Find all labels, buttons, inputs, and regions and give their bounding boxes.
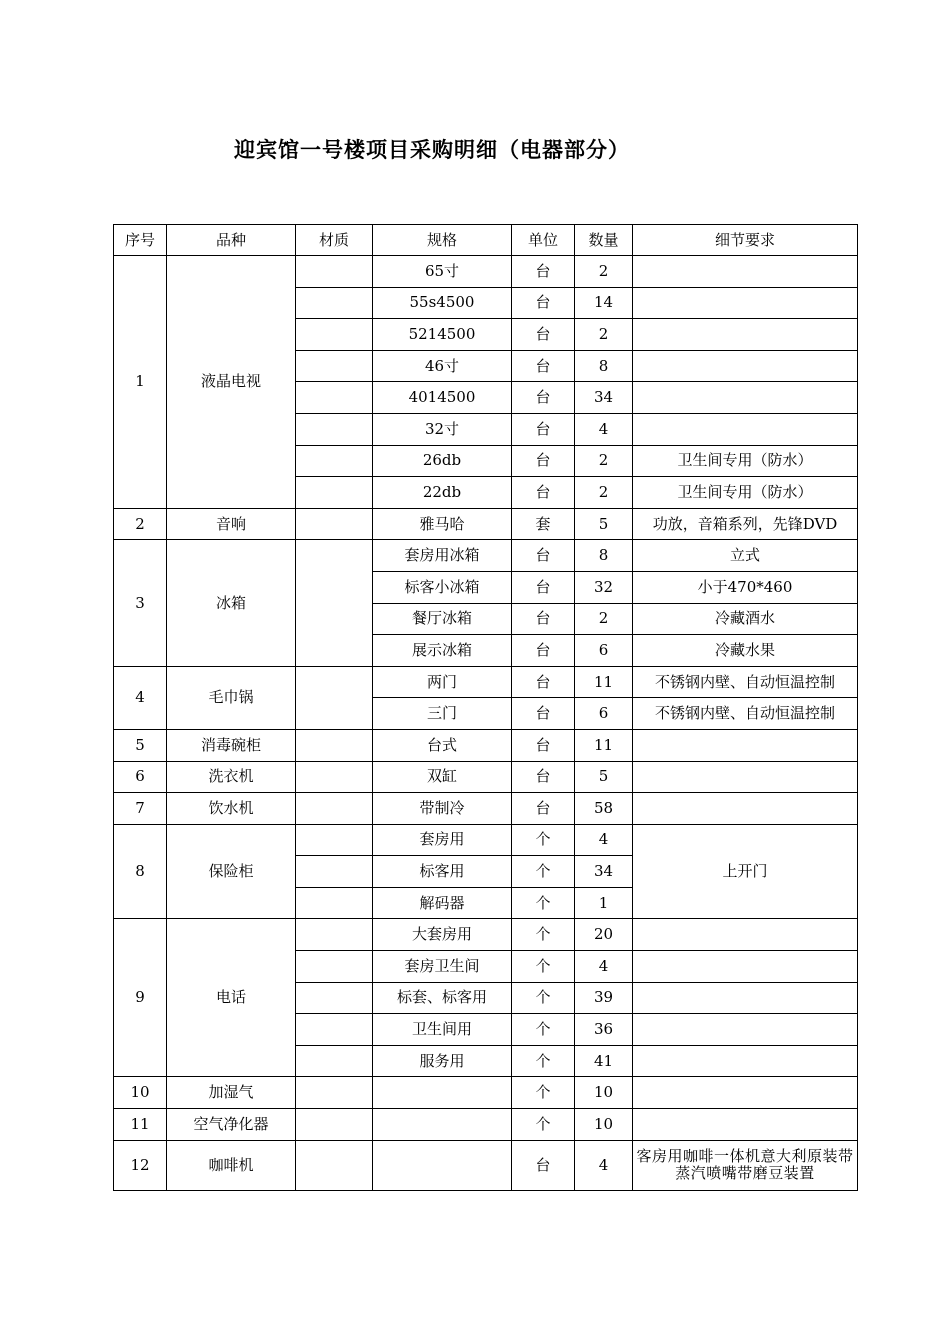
cell-spec: 三门 (373, 698, 512, 730)
cell-detail (633, 982, 858, 1014)
cell-qty: 1 (575, 887, 633, 919)
cell-kind: 毛巾锅 (167, 666, 296, 729)
cell-detail: 上开门 (633, 824, 858, 919)
cell-unit: 台 (512, 413, 575, 445)
cell-qty: 2 (575, 319, 633, 351)
cell-unit: 个 (512, 919, 575, 951)
cell-detail: 卫生间专用（防水） (633, 477, 858, 509)
cell-spec (373, 1140, 512, 1190)
table-row (114, 1077, 858, 1109)
procurement-table (113, 224, 858, 1191)
cell-material (296, 1077, 373, 1109)
cell-qty: 11 (575, 729, 633, 761)
cell-qty: 8 (575, 540, 633, 572)
cell-detail: 功放，音箱系列，先锋DVD (633, 508, 858, 540)
cell-seq: 1 (114, 256, 167, 509)
cell-spec (373, 1109, 512, 1141)
cell-spec: 标客小冰箱 (373, 571, 512, 603)
cell-qty: 10 (575, 1077, 633, 1109)
header-detail: 细节要求 (633, 225, 858, 256)
page-title: 迎宾馆一号楼项目采购明细（电器部分） (234, 138, 630, 162)
cell-detail (633, 350, 858, 382)
cell-detail: 冷藏水果 (633, 635, 858, 667)
cell-qty: 34 (575, 856, 633, 888)
cell-qty: 5 (575, 761, 633, 793)
cell-spec: 65寸 (373, 256, 512, 288)
cell-unit: 台 (512, 761, 575, 793)
cell-seq: 7 (114, 793, 167, 825)
table-row (114, 793, 858, 825)
cell-material (296, 824, 373, 856)
cell-detail (633, 1109, 858, 1141)
header-kind: 品种 (167, 225, 296, 256)
cell-kind: 咖啡机 (167, 1140, 296, 1190)
cell-spec: 22db (373, 477, 512, 509)
cell-seq: 3 (114, 540, 167, 666)
cell-detail: 客房用咖啡一体机意大利原装带蒸汽喷嘴带磨豆装置 (633, 1140, 858, 1190)
cell-spec: 带制冷 (373, 793, 512, 825)
cell-qty: 6 (575, 635, 633, 667)
cell-spec: 套房用冰箱 (373, 540, 512, 572)
cell-unit: 台 (512, 793, 575, 825)
cell-spec: 5214500 (373, 319, 512, 351)
cell-unit: 套 (512, 508, 575, 540)
cell-qty: 2 (575, 603, 633, 635)
cell-material (296, 477, 373, 509)
cell-material (296, 1109, 373, 1141)
cell-qty: 14 (575, 287, 633, 319)
cell-spec: 套房用 (373, 824, 512, 856)
cell-kind: 音响 (167, 508, 296, 540)
header-material: 材质 (296, 225, 373, 256)
cell-unit: 台 (512, 287, 575, 319)
cell-detail (633, 729, 858, 761)
cell-qty: 2 (575, 477, 633, 509)
cell-unit: 台 (512, 729, 575, 761)
cell-detail: 不锈钢内壁、自动恒温控制 (633, 666, 858, 698)
cell-unit: 台 (512, 382, 575, 414)
cell-spec: 套房卫生间 (373, 951, 512, 983)
cell-spec: 55s4500 (373, 287, 512, 319)
cell-unit: 个 (512, 1045, 575, 1077)
cell-detail (633, 951, 858, 983)
table-row (114, 729, 858, 761)
cell-qty: 39 (575, 982, 633, 1014)
cell-unit: 台 (512, 256, 575, 288)
cell-spec: 大套房用 (373, 919, 512, 951)
cell-spec: 两门 (373, 666, 512, 698)
cell-unit: 台 (512, 350, 575, 382)
cell-material (296, 1014, 373, 1046)
cell-qty: 11 (575, 666, 633, 698)
cell-qty: 20 (575, 919, 633, 951)
cell-unit: 个 (512, 856, 575, 888)
cell-spec: 展示冰箱 (373, 635, 512, 667)
cell-seq: 12 (114, 1140, 167, 1190)
cell-qty: 6 (575, 698, 633, 730)
cell-material (296, 761, 373, 793)
cell-detail (633, 919, 858, 951)
cell-material (296, 919, 373, 951)
header-qty: 数量 (575, 225, 633, 256)
cell-material (296, 666, 373, 729)
cell-detail (633, 287, 858, 319)
table-row (114, 508, 858, 540)
cell-unit: 个 (512, 887, 575, 919)
cell-kind: 保险柜 (167, 824, 296, 919)
cell-detail (633, 793, 858, 825)
cell-seq: 11 (114, 1109, 167, 1141)
cell-kind: 空气净化器 (167, 1109, 296, 1141)
cell-detail (633, 319, 858, 351)
table-header-row (114, 225, 858, 256)
cell-unit: 个 (512, 824, 575, 856)
cell-material (296, 540, 373, 666)
cell-unit: 个 (512, 1109, 575, 1141)
cell-spec: 双缸 (373, 761, 512, 793)
cell-spec: 32寸 (373, 413, 512, 445)
cell-spec: 26db (373, 445, 512, 477)
cell-seq: 4 (114, 666, 167, 729)
cell-kind: 洗衣机 (167, 761, 296, 793)
header-unit: 单位 (512, 225, 575, 256)
cell-material (296, 856, 373, 888)
cell-material (296, 951, 373, 983)
cell-unit: 台 (512, 540, 575, 572)
cell-spec: 餐厅冰箱 (373, 603, 512, 635)
cell-kind: 电话 (167, 919, 296, 1077)
cell-material (296, 256, 373, 288)
cell-detail: 冷藏酒水 (633, 603, 858, 635)
cell-seq: 10 (114, 1077, 167, 1109)
cell-material (296, 729, 373, 761)
cell-qty: 34 (575, 382, 633, 414)
table-row (114, 666, 858, 698)
cell-material (296, 287, 373, 319)
cell-qty: 32 (575, 571, 633, 603)
cell-qty: 2 (575, 445, 633, 477)
cell-qty: 4 (575, 413, 633, 445)
cell-spec: 解码器 (373, 887, 512, 919)
cell-seq: 9 (114, 919, 167, 1077)
cell-unit: 台 (512, 571, 575, 603)
table-row (114, 540, 858, 572)
cell-detail: 立式 (633, 540, 858, 572)
cell-unit: 台 (512, 445, 575, 477)
cell-spec: 标套、标客用 (373, 982, 512, 1014)
cell-kind: 加湿气 (167, 1077, 296, 1109)
cell-unit: 台 (512, 635, 575, 667)
cell-seq: 5 (114, 729, 167, 761)
cell-spec: 服务用 (373, 1045, 512, 1077)
table-row (114, 824, 858, 856)
cell-qty: 4 (575, 1140, 633, 1190)
cell-kind: 饮水机 (167, 793, 296, 825)
cell-qty: 58 (575, 793, 633, 825)
cell-detail (633, 256, 858, 288)
cell-detail (633, 1014, 858, 1046)
cell-spec: 4014500 (373, 382, 512, 414)
cell-unit: 台 (512, 319, 575, 351)
cell-detail (633, 1077, 858, 1109)
cell-qty: 8 (575, 350, 633, 382)
table-row (114, 1109, 858, 1141)
header-spec: 规格 (373, 225, 512, 256)
cell-material (296, 887, 373, 919)
cell-spec: 台式 (373, 729, 512, 761)
cell-spec: 卫生间用 (373, 1014, 512, 1046)
cell-unit: 个 (512, 951, 575, 983)
cell-unit: 台 (512, 1140, 575, 1190)
cell-kind: 消毒碗柜 (167, 729, 296, 761)
cell-material (296, 508, 373, 540)
cell-detail: 不锈钢内壁、自动恒温控制 (633, 698, 858, 730)
cell-seq: 2 (114, 508, 167, 540)
cell-material (296, 382, 373, 414)
cell-kind: 液晶电视 (167, 256, 296, 509)
cell-material (296, 319, 373, 351)
cell-detail (633, 1045, 858, 1077)
cell-qty: 41 (575, 1045, 633, 1077)
cell-qty: 36 (575, 1014, 633, 1046)
cell-detail (633, 382, 858, 414)
cell-material (296, 793, 373, 825)
cell-unit: 台 (512, 666, 575, 698)
cell-seq: 8 (114, 824, 167, 919)
cell-detail (633, 413, 858, 445)
table-row (114, 1140, 858, 1190)
cell-material (296, 350, 373, 382)
cell-kind: 冰箱 (167, 540, 296, 666)
cell-spec: 标客用 (373, 856, 512, 888)
cell-qty: 4 (575, 951, 633, 983)
cell-spec (373, 1077, 512, 1109)
cell-unit: 个 (512, 1014, 575, 1046)
cell-detail: 卫生间专用（防水） (633, 445, 858, 477)
cell-qty: 10 (575, 1109, 633, 1141)
cell-qty: 2 (575, 256, 633, 288)
header-seq: 序号 (114, 225, 167, 256)
cell-unit: 个 (512, 982, 575, 1014)
cell-unit: 台 (512, 698, 575, 730)
cell-unit: 台 (512, 477, 575, 509)
cell-unit: 台 (512, 603, 575, 635)
cell-seq: 6 (114, 761, 167, 793)
cell-material (296, 413, 373, 445)
table-row (114, 761, 858, 793)
cell-spec: 雅马哈 (373, 508, 512, 540)
cell-material (296, 982, 373, 1014)
cell-qty: 5 (575, 508, 633, 540)
table-row (114, 256, 858, 288)
cell-spec: 46寸 (373, 350, 512, 382)
cell-qty: 4 (575, 824, 633, 856)
cell-detail: 小于470*460 (633, 571, 858, 603)
cell-unit: 个 (512, 1077, 575, 1109)
cell-material (296, 1045, 373, 1077)
table-row (114, 919, 858, 951)
cell-material (296, 1140, 373, 1190)
cell-detail (633, 761, 858, 793)
cell-material (296, 445, 373, 477)
